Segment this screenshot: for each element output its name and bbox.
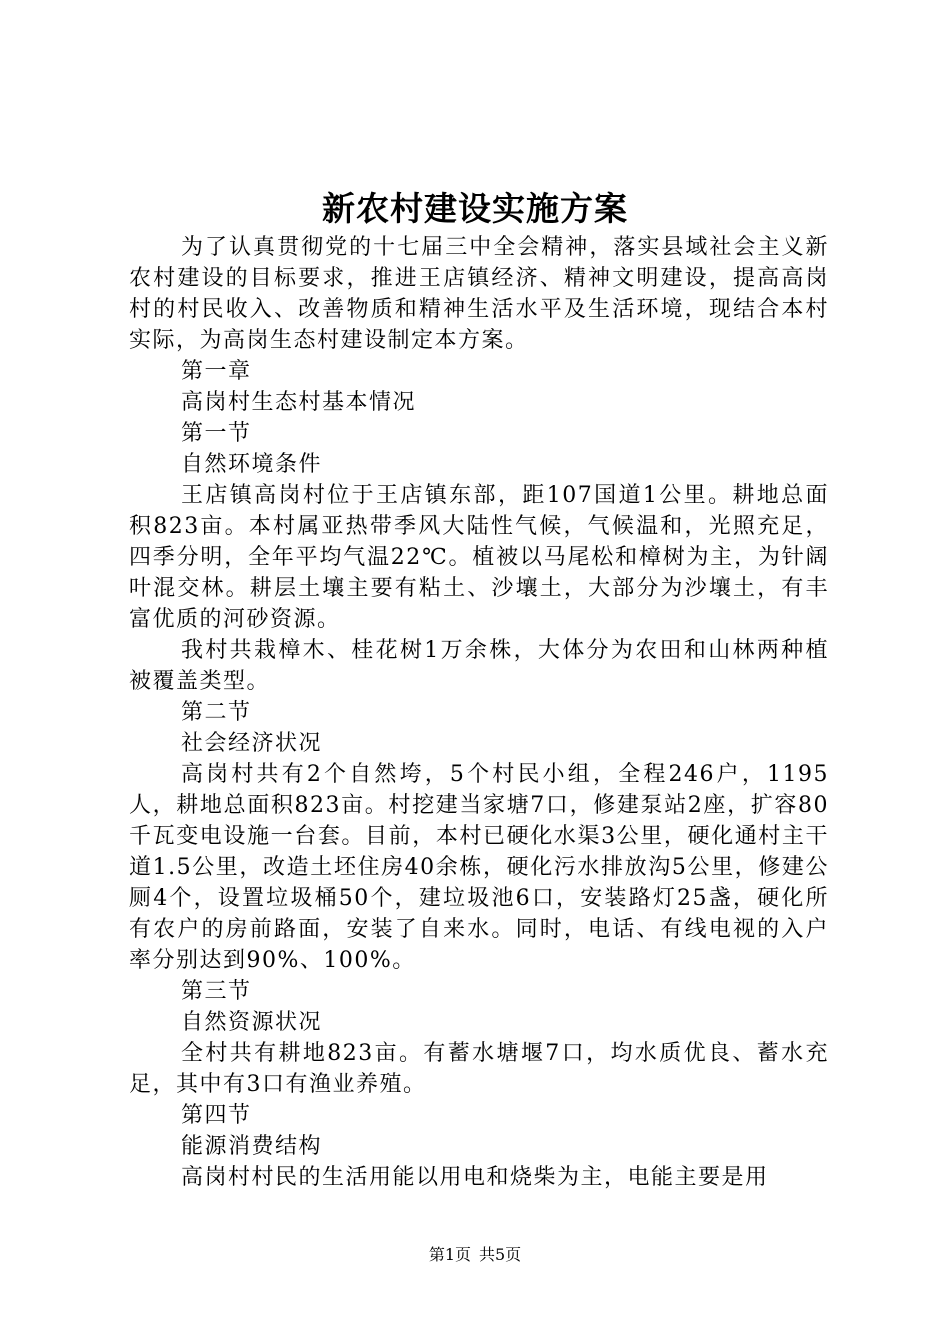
section-heading: 第一节 — [181, 421, 252, 446]
document-body — [129, 232, 829, 1193]
paragraph: 为了认真贯彻党的十七届三中全会精神，落实县域社会主义新农村建设的目标要求，推进王店镇经济、精神文明建设，提高高岗村的村民收入、改善物质和精神生活水平及生活环境，现结合本村实际，为高岗生态村建设制定本方案。 — [129, 235, 829, 353]
page-footer — [0, 1244, 950, 1266]
section-title: 自然环境条件 — [181, 452, 323, 477]
paragraph: 王店镇高岗村位于王店镇东部，距107国道1公里。耕地总面积823亩。本村属亚热带季风大陆性气候，气候温和，光照充足，四季分明，全年平均气温22℃。植被以马尾松和樟树为主，为针阔叶混交林。耕层土壤主要有粘土、沙壤土，大部分为沙壤土，有丰富优质的河砂资源。 — [129, 483, 829, 632]
paragraph: 全村共有耕地823亩。有蓄水塘堰7口，均水质优良、蓄水充足，其中有3口有渔业养殖。 — [129, 1041, 829, 1097]
section-heading: 第四节 — [181, 1103, 252, 1128]
section-heading: 第三节 — [181, 979, 252, 1004]
section-title: 能源消费结构 — [181, 1134, 323, 1159]
paragraph: 高岗村村民的生活用能以用电和烧柴为主，电能主要是用 — [181, 1165, 769, 1190]
section-title: 自然资源状况 — [181, 1010, 323, 1035]
document-title: 新农村建设实施方案 — [322, 189, 628, 228]
section-title: 社会经济状况 — [181, 731, 323, 756]
page-total: 共5页 — [479, 1245, 522, 1264]
chapter-heading: 第一章 — [181, 359, 252, 384]
section-heading: 第二节 — [181, 700, 252, 725]
paragraph: 我村共栽樟木、桂花树1万余株，大体分为农田和山林两种植被覆盖类型。 — [129, 638, 829, 694]
page-number: 第1页 — [428, 1245, 471, 1264]
paragraph: 高岗村共有2个自然垮，5个村民小组，全程246户，1195人，耕地总面积823亩。村挖建当家塘7口，修建泵站2座，扩容80千瓦变电设施一台套。目前，本村已硬化水渠3公里，硬化通村主干道1.5公里，改造土坯住房40余栋，硬化污水排放沟5公里，修建公厕4个，设置垃圾桶50个，建垃圾池6口，安装路灯25盏，硬化所有农户的房前路面，安装了自来水。同时，电话、有线电视的入户率分别达到90%、100%。 — [129, 762, 829, 973]
chapter-title: 高岗村生态村基本情况 — [181, 390, 417, 415]
